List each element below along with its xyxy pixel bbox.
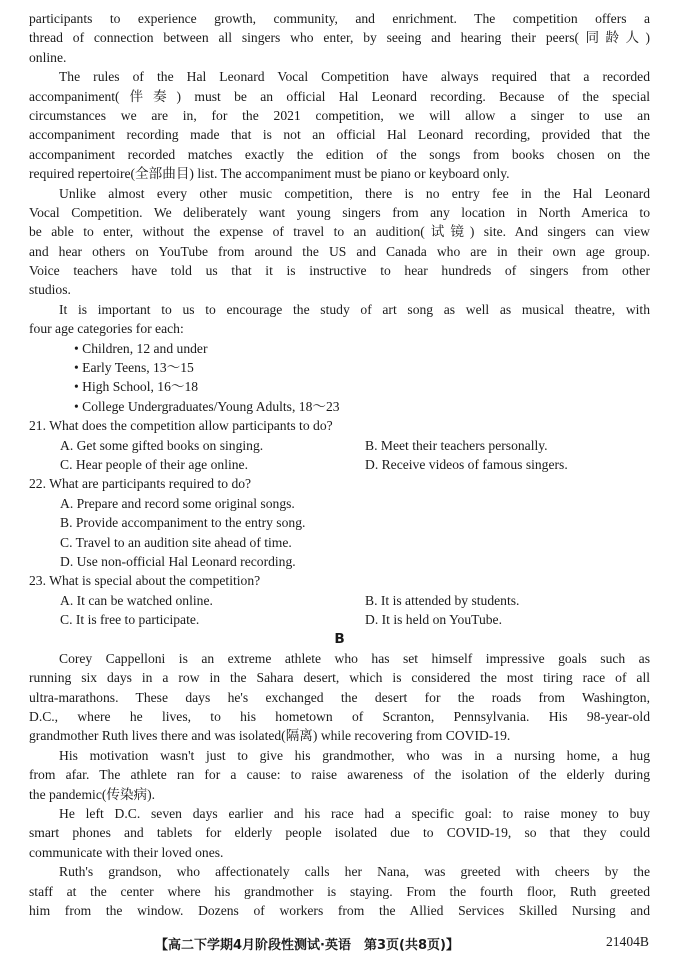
passage-b-line: from afar. The athlete ran for a cause: to raise awareness of the isolation of the elderly during xyxy=(29,767,650,783)
exam-page xyxy=(29,9,650,920)
option-row xyxy=(29,533,650,552)
question-21 xyxy=(29,416,650,474)
passage-a-line: The rules of the Hal Leonard Vocal Competition have always required that a recorded xyxy=(59,69,650,85)
passage-b-line: communicate with their loved ones. xyxy=(29,844,224,860)
option-row xyxy=(29,591,650,610)
passage-a-line: circumstances we are in, for the 2021 competition, we will allow a singer to use an xyxy=(29,107,650,123)
question-stem: 21. What does the competition allow participants to do? xyxy=(29,418,333,434)
passage-b-line: He left D.C. seven days earlier and his race had a specific goal: to raise money to buy xyxy=(59,806,650,822)
passage-a-line: participants to experience growth, community, and enrichment. The competition offers a xyxy=(29,11,650,26)
section-b-heading: B xyxy=(334,630,345,647)
passage-b xyxy=(29,649,650,920)
option-c[interactable]: C. Travel to an audition site ahead of time. xyxy=(60,534,292,550)
age-category-item: • Children, 12 and under xyxy=(74,340,208,356)
option-a[interactable]: A. Prepare and record some original songs. xyxy=(60,495,295,511)
passage-a-line: It is important to us to encourage the study of art song as well as musical theatre, with xyxy=(59,301,650,317)
passage-b-line: staff at the center where his grandmother is staying. From the fourth floor, Ruth greeted xyxy=(29,883,650,899)
passage-a-line: Unlike almost every other music competition, there is no entry fee in the Hal Leonard xyxy=(59,185,650,201)
option-d[interactable]: D. Receive videos of famous singers. xyxy=(365,456,568,472)
passage-a-line: Vocal Competition. We deliberately want young singers from any location in North America to xyxy=(29,204,650,220)
question-stem: 23. What is special about the competition? xyxy=(29,573,261,589)
option-row xyxy=(29,455,650,474)
passage-b-line: grandmother Ruth lives there and was isolated(隔离) while recovering from COVID-19. xyxy=(29,728,511,744)
option-d[interactable]: D. Use non-official Hal Leonard recording. xyxy=(60,553,296,569)
option-row xyxy=(29,494,650,513)
footer-code: 21404B xyxy=(605,934,649,949)
passage-b-line: ultra-marathons. These days he's exchanged the desert for the roads from Washington, xyxy=(29,689,650,705)
passage-b-line: him from the window. Dozens of workers from the Allied Services Skilled Nursing and xyxy=(29,902,650,918)
passage-a-line: accompaniment(伴奏) must be an official Hal Leonard recording. Because of the special xyxy=(29,88,650,104)
passage-b-line: D.C., where he lives, to his hometown of Scranton, Pennsylvania. His 98-year-old xyxy=(29,709,650,725)
passage-a-line: studios. xyxy=(29,282,71,298)
option-row xyxy=(29,552,650,571)
option-d[interactable]: D. It is held on YouTube. xyxy=(365,612,502,628)
passage-b-line: the pandemic(传染病). xyxy=(29,786,156,802)
passage-a-line: online. xyxy=(29,49,67,65)
age-category-item: • College Undergraduates/Young Adults, 18～23 xyxy=(74,398,340,414)
question-22 xyxy=(29,474,650,571)
option-b[interactable]: B. It is attended by students. xyxy=(365,592,520,608)
passage-a-line: be able to enter, without the expense of travel to an audition(试镜) site. And singers can view xyxy=(29,224,650,240)
page-footer xyxy=(0,934,677,954)
passage-a-line: four age categories for each: xyxy=(29,321,184,337)
question-stem: 22. What are participants required to do? xyxy=(29,476,252,492)
passage-b-line: smart phones and tablets for elderly people isolated due to COVID-19, so that they could xyxy=(29,825,650,841)
option-b[interactable]: B. Meet their teachers personally. xyxy=(365,437,548,453)
passage-b-line: His motivation wasn't just to give his grandmother, who was in a nursing home, a hug xyxy=(59,747,650,763)
passage-a-line: accompaniment recorded matches exactly the edition of the songs from books chosen on the xyxy=(29,146,650,162)
option-row xyxy=(29,436,650,455)
option-c[interactable]: C. It is free to participate. xyxy=(60,612,200,628)
option-c[interactable]: C. Hear people of their age online. xyxy=(60,456,248,472)
passage-a-line: Voice teachers have told us that it is instructive to hear hundreds of singers from other xyxy=(29,263,650,279)
option-row xyxy=(29,610,650,629)
passage-a-line: thread of connection between all singers who enter, by seeing and hearing their peers(同龄人) xyxy=(29,30,650,46)
passage-a-line: and hear others on YouTube from around the US and Canada who are in their own age group. xyxy=(29,243,650,259)
age-category-item: • High School, 16～18 xyxy=(74,379,199,395)
passage-a xyxy=(29,9,650,416)
footer-title: 【高二下学期4月阶段性测试·英语 第3页(共8页)】 xyxy=(155,938,459,953)
question-23 xyxy=(29,571,650,629)
passage-b-line: running six days in a row in the Sahara desert, which is considered the most tiring race of all xyxy=(29,670,650,686)
option-row xyxy=(29,513,650,532)
age-category-item: • Early Teens, 13～15 xyxy=(74,360,194,376)
passage-a-line: accompaniment recording made that is not an official Hal Leonard recording, provided that the xyxy=(29,127,650,143)
option-a[interactable]: A. Get some gifted books on singing. xyxy=(60,437,264,453)
passage-a-line: required repertoire(全部曲目) list. The accompaniment must be piano or keyboard only. xyxy=(29,166,510,182)
option-b[interactable]: B. Provide accompaniment to the entry song. xyxy=(60,515,306,531)
option-a[interactable]: A. It can be watched online. xyxy=(60,592,213,608)
passage-b-line: Ruth's grandson, who affectionately calls her Nana, was greeted with cheers by the xyxy=(59,864,650,880)
passage-b-line: Corey Cappelloni is an extreme athlete who has set himself impressive goals such as xyxy=(59,650,650,666)
